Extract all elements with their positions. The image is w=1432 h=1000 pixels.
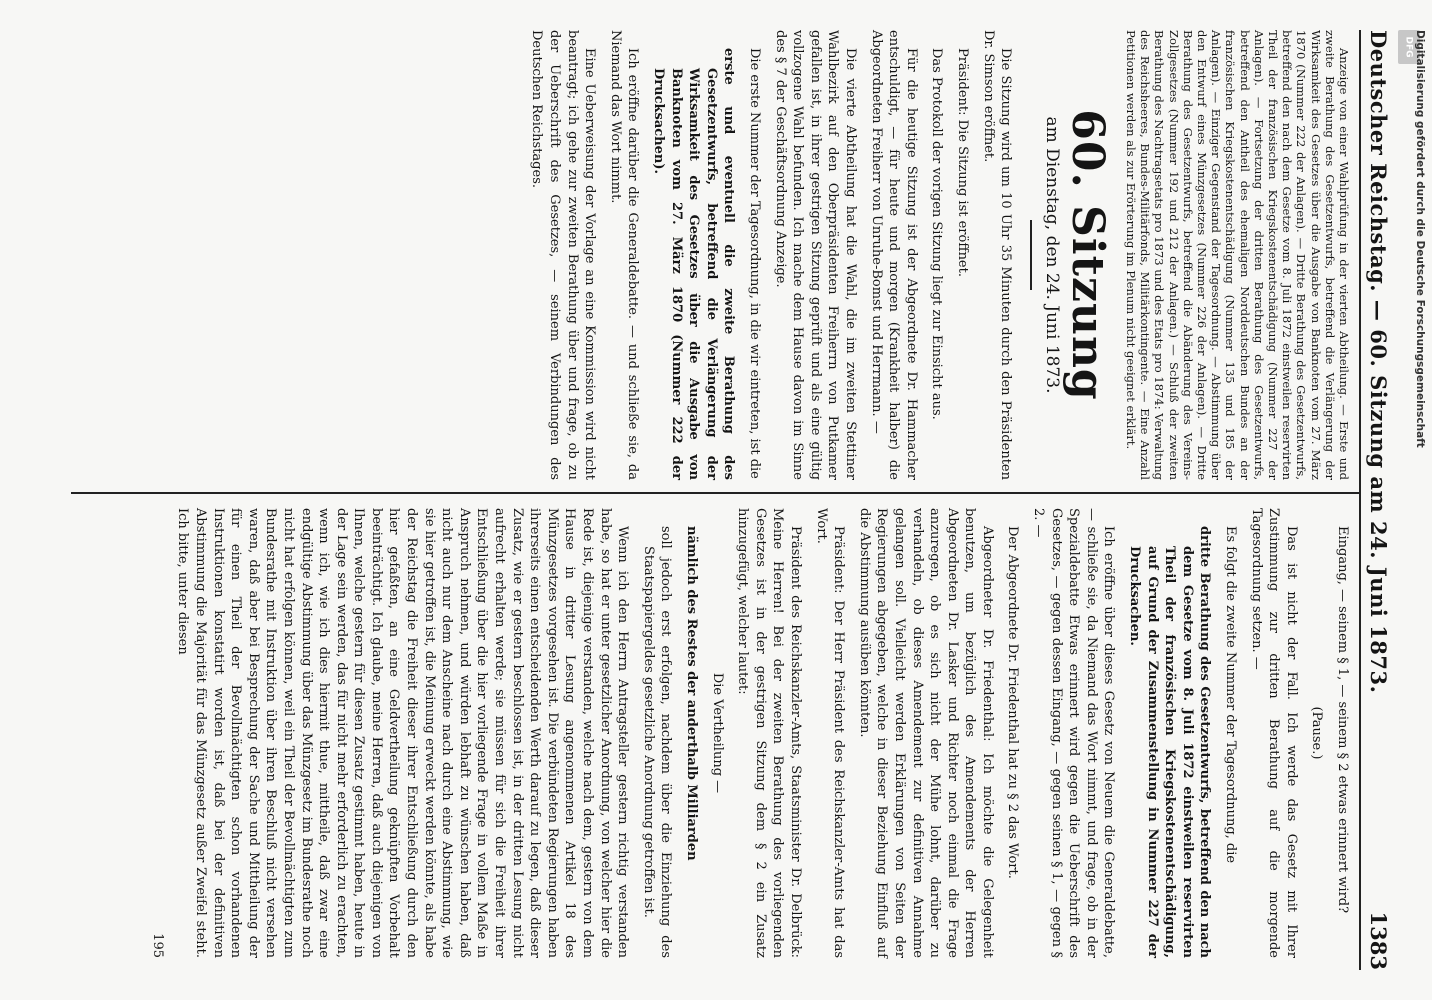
session-date: am Dienstag, den 24. Juni 1873. <box>1041 116 1062 394</box>
right-column <box>140 508 1351 958</box>
paragraph: Für die heutige Sitzung ist der Abgeordnete Dr. Hammacher entschuldigt, — für heute und morgen (Krankheit halber) die Abgeordneten Freiherr von Unruhe-Bomst und Herrmann. — <box>868 30 919 480</box>
paragraph: Das Protokoll der vorigen Sitzung liegt zur Einsicht aus. <box>929 48 945 420</box>
column-divider <box>71 492 1361 494</box>
paragraph: Es folgt die zweite Nummer der Tagesordnung, die <box>1223 526 1239 864</box>
running-header <box>1359 30 1395 970</box>
paragraph: Der Abgeordnete Dr. Friedenthal hat zu § 2 das Wort. <box>1005 526 1021 879</box>
paragraph: Wenn ich den Herrn Antragsteller gestern richtig verstanden habe, so hat er unter gesetzlicher Anordnung, von welcher hier die Rede ist, diejenige verstanden, welche nach dem, gestern von dem Hause in dritter Lesung angenommenen Artikel 18 des Münzgesetzes vorgesehen ist. Die verbündeten Regierungen haben ihrerseits einen entscheidenden Werth darauf zu legen, daß dieser Zusatz, wie er gestern beschlossen ist, in der dritten Lesung nicht aufrecht erhalten werde; sie müssen für sich die Freiheit ihrer Entschließung über die hier vorliegende Frage in vollem Maße in Anspruch nehmen, und würden lebhaft zu wünschen haben, daß nicht auch nur dem Anscheine nach durch eine Abstimmung, wie sie hier getroffen ist, die Meinung erweckt werden könnte, als habe der Reichstag die Freiheit dieser ihrer Entschließung durch den hier gefaßten, an eine Geldvertheilung geknüpften Vorbehalt beeinträchtigt. Ich glaube, meine Herren, daß auch diejenigen von Ihnen, welche gestern für diesen Zusatz gestimmt haben, heute in der Lage sein werden, das für nicht mehr erforderlich zu erachten, wenn ich, wie ich dies hiermit thue, mittheile, daß zwar eine endgültige Abstimmung über das Münzgesetz im Bundesrathe noch nicht hat erfolgen können, weil ein Theil der Bevollmächtigten zum Bundesrathe mit Instruktion über ihren Beschluß nicht versehen waren, daß aber bei Besprechung der Sache und Mittheilung der für einen Theil der Bevollmächtigten schon vorhandenen Instruktionen konstatirt worden ist, daß bei der definitiven Abstimmung die Majorität für das Münzgesetz außer Zweifel steht. Ich bitte, unter diesen <box>175 508 631 958</box>
left-column <box>520 30 1351 480</box>
quote-line: Die Vertheilung — <box>709 672 725 794</box>
rotated-document-page <box>70 30 1395 970</box>
header-page-number: 1383 <box>1366 911 1391 970</box>
page-marker: 195 <box>149 933 165 958</box>
title-divider <box>1030 220 1032 290</box>
paragraph: Eingang, — seinem § 1, — seinem § 2 etwas erinnert wird? <box>1335 526 1350 914</box>
pause-note: (Pause.) <box>1309 706 1325 760</box>
paragraph: Die Sitzung wird um 10 Uhr 35 Minuten durch den Präsidenten Dr. Simson eröffnet. <box>980 30 1014 480</box>
paragraph: Das ist nicht der Fall. Ich werde das Gesetz mit Ihrer Zustimmung zur dritten Berathung auf die morgende Tagesordnung setzen. — <box>1248 508 1299 958</box>
agenda-item-heading: erste und eventuell die zweite Berathung des Gesetzentwurfs, betreffend die Verlängerung der Wirksamkeit des Gesetzes über die Ausgabe von Banknoten vom 27. März 1870 (Nummer 222 der Drucksachen). <box>651 48 737 480</box>
paragraph: Eine Ueberweisung der Vorlage an eine Kommission wird nicht beantragt; ich gehe zur zweiten Berathung über und frage, ob zu der Ueberschrift des Gesetzes, — seinem Verbindungen des Deutschen Reichstages. <box>529 30 598 480</box>
session-title: 60. Sitzung <box>1061 109 1113 401</box>
digitization-credit-sidebar <box>1398 20 1428 980</box>
paragraph: Präsident: Die Sitzung ist eröffnet. <box>954 48 970 277</box>
paragraph: Ich eröffne darüber die Generaldebatte. — und schließe sie, da Niemand das Wort nimmt. <box>607 30 641 480</box>
paragraph: Ich eröffne über dieses Gesetz von Neuem die Generaldebatte, — schließe sie, da Niemand das Wort nimmt, und frage, ob in der Spezialdebatte Etwas erinnert wird gegen die Ueberschrift des Gesetzes, — gegen dessen Eingang, — gegen seinen § 1, — gegen § 2. — <box>1031 508 1117 958</box>
quote-note: nämlich des Restes der anderthalb Milliarden <box>684 526 699 861</box>
agenda-summary: Anzeige von einer Wahlprüfung in der vierten Abtheilung. — Erste und zweite Berathung des Gesetzentwurfs, betreffend die Verlängerung der Wirksamkeit des Gesetzes über die Ausgabe von Banknoten vom 27. März 1870 (Nummer 222 der Anlagen). — Dritte Berathung des Gesetzentwurfs, betreffend den nach dem Gesetze vom 8. Juli 1872 einstweilen reservirten Theil der französischen Kriegskostenentschädigung (Nummer 227 der Anlagen). — Fortsetzung der dritten Berathung des Gesetzentwurfs, betreffend den Antheil des ehemaligen Norddeutschen Bundes an der französischen Kriegskostenentschädigung (Nummer 135 und 185 der Anlagen). — Einziger Gegenstand der Tagesordnung. — Abstimmung über den Entwurf eines Münzgesetzes (Nummer 226 der Anlagen). — Dritte Berathung des Gesetzentwurfs, betreffend die Abänderung des Vereins-Zollgesetzes (Nummer 192 und 212 der Anlagen.) — Schluß der zweiten Berathung des Nachtragsetats pro 1873 und des Etats pro 1874: Verwaltung des Reichsheeres, Bundes-Militärfonds, Militärkontingente. — Eine Anzahl Petitionen werden als zur Erörterung im Plenum nicht geeignet erklärt. <box>1123 30 1351 480</box>
digitization-credit: Digitalisierung gefördert durch die Deutsche Forschungsgemeinschaft <box>1414 30 1426 448</box>
header-title: Deutscher Reichstag. — 60. Sitzung am 24. Juni 1873. <box>1366 30 1391 694</box>
agenda-item-heading: dritte Berathung des Gesetzentwurfs, betreffend den nach dem Gesetze vom 8. Juli 1872 einstweilen reservirten Theil der französischen Kriegskostenentschädigung, auf Grund der Zusammenstellung in Nummer 227 der Drucksachen. <box>1127 526 1213 958</box>
paragraph: Präsident: Der Herr Präsident des Reichskanzler-Amts hat das Wort. <box>813 508 847 958</box>
paragraph: Die vierte Abtheilung hat die Wahl, die im zweiten Stettiner Wahlbezirk auf den Oberpräsidenten Freiherrn von Putkamer gefallen ist, in ihrer gestrigen Sitzung geprüft und als eine gültig vollzogene Wahl befunden. Ich mache dem Hause davon im Sinne des § 7 der Geschäftsordnung Anzeige. <box>772 30 858 480</box>
dfg-logo-icon: DFG <box>1398 30 1420 64</box>
paragraph: Präsident des Reichskanzler-Amts, Staatsminister Dr. Delbrück: Meine Herren! Bei der zweiten Berathung des vorliegenden Gesetzes ist in der gestrigen Sitzung dem § 2 ein Zusatz hinzugefügt, welcher lautet: <box>735 508 803 958</box>
paragraph: Abgeordneter Dr. Friedenthal: Ich möchte die Gelegenheit benutzen, um bezüglich des Amendements der Herren Abgeordneten Dr. Lasker und Richter noch einmal die Frage anzuregen, ob es sich nicht der Mühe lohnt, darüber zu verhandeln, ob dieses Amendement zur definitiven Annahme gelangen soll. Vielleicht werden Erklärungen von Seiten der Regierungen abgegeben, welche in dieser Beziehung Einfluß auf die Abstimmung ausüben könnten. <box>856 508 995 958</box>
quote-text: soll jedoch erst erfolgen, nachdem über die Einziehung des Staatspapiergeldes gesetzliche Anordnung getroffen ist. <box>640 526 674 958</box>
paragraph: Die erste Nummer der Tagesordnung, in die wir eintreten, ist die <box>747 48 763 479</box>
